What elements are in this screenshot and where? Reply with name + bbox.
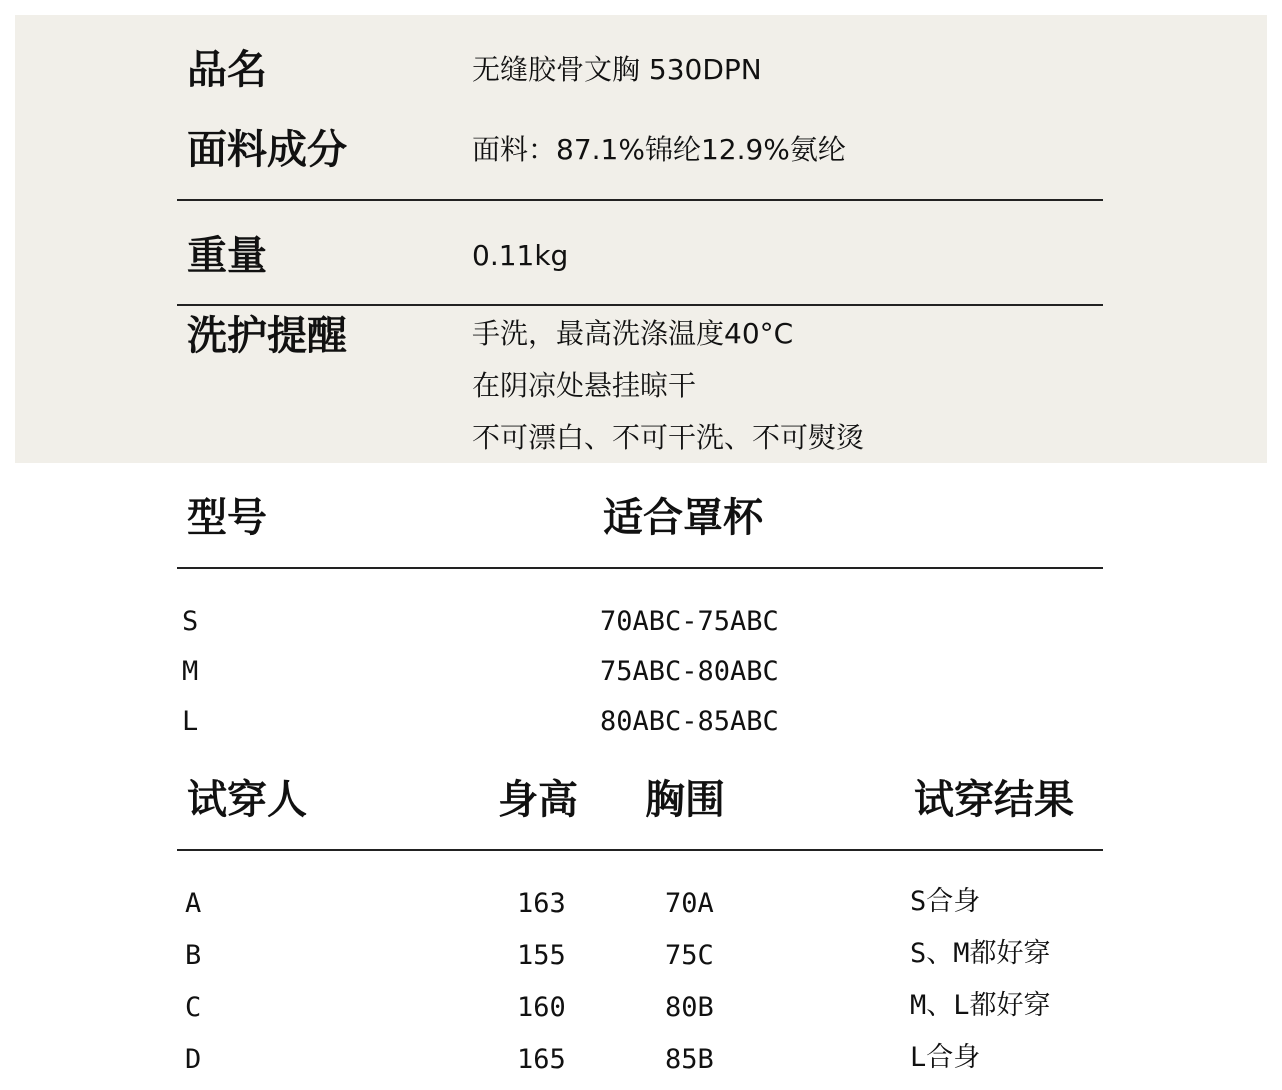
height-cell: 155 (517, 940, 566, 971)
result-cell: M、L都好穿 (910, 990, 1051, 1021)
bust-cell: 75C (665, 940, 714, 971)
height-cell: 163 (517, 888, 566, 919)
care-label: 洗护提醒 (187, 313, 347, 359)
fabric-label: 面料成分 (187, 127, 347, 173)
tester-cell: C (185, 992, 202, 1023)
cup-header: 适合罩杯 (603, 495, 763, 541)
tester-cell: A (185, 888, 202, 919)
size-cell: L (182, 706, 199, 737)
fabric-value: 面料：87.1%锦纶12.9%氨纶 (472, 133, 846, 166)
cup-cell: 75ABC-80ABC (600, 656, 779, 687)
name-label: 品名 (187, 47, 267, 93)
divider (177, 199, 1103, 201)
tester-cell: B (185, 940, 202, 971)
weight-label: 重量 (187, 233, 267, 279)
height-cell: 165 (517, 1044, 566, 1075)
name-value: 无缝胶骨文胸 530DPN (472, 53, 762, 86)
height-cell: 160 (517, 992, 566, 1023)
result-cell: S、M都好穿 (910, 938, 1051, 969)
tester-cell: D (185, 1044, 202, 1075)
care-line: 手洗，最高洗涤温度40°C (472, 317, 794, 350)
bust-header: 胸围 (645, 777, 725, 823)
cup-cell: 80ABC-85ABC (600, 706, 779, 737)
size-cell: M (182, 656, 199, 687)
bust-cell: 85B (665, 1044, 714, 1075)
result-header: 试穿结果 (914, 777, 1074, 823)
weight-value: 0.11kg (472, 239, 569, 272)
care-line: 在阴凉处悬挂晾干 (472, 369, 697, 402)
result-cell: L合身 (910, 1042, 981, 1073)
divider (177, 567, 1103, 569)
size-cell: S (182, 606, 199, 637)
bust-cell: 70A (665, 888, 714, 919)
cup-cell: 70ABC-75ABC (600, 606, 779, 637)
result-cell: S合身 (910, 886, 981, 917)
size-header: 型号 (187, 495, 267, 541)
divider (177, 849, 1103, 851)
tester-header: 试穿人 (187, 777, 307, 823)
divider (177, 304, 1103, 306)
height-header: 身高 (498, 777, 578, 823)
bust-cell: 80B (665, 992, 714, 1023)
care-line: 不可漂白、不可干洗、不可熨烫 (472, 421, 865, 454)
